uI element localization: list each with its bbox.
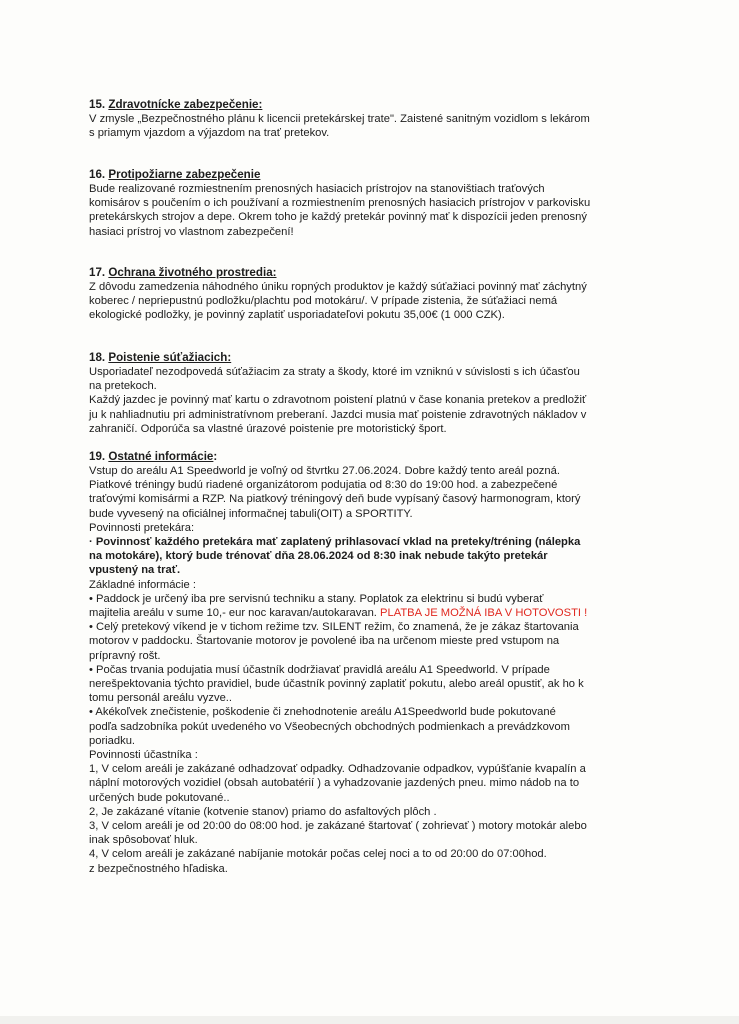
section-19-line: z bezpečnostného hľadiska. — [89, 862, 228, 875]
section-16-line: pretekárskych strojov a depe. Okrem toho je každý pretekár povinný mať k dispozícii jeden prenosný — [89, 211, 587, 224]
cash-only-notice: PLATBA JE MOŽNÁ IBA V HOTOVOSTI ! — [380, 607, 588, 620]
section-17-title: Ochrana životného prostredia: — [108, 266, 277, 279]
section-18 — [89, 351, 649, 436]
section-18-line: zahraničí. Odporúča sa vlastné úrazové poistenie pre motoristický šport. — [89, 422, 447, 435]
section-19-line: 1, V celom areáli je zakázané odhadzovať odpadky. Odhadzovanie odpadkov, vypúšťanie kvapalín a — [89, 763, 586, 776]
section-19-line: 4, V celom areáli je zakázané nabíjanie motokár počas celej noci a to od 20:00 do 07:00hod. — [89, 848, 547, 861]
section-19-bold-line: · Povinnosť každého pretekára mať zaplatený prihlasovací vklad na preteky/tréning (nálepka — [89, 536, 581, 549]
section-19-heading — [89, 450, 649, 464]
section-19-intro-line: Vstup do areálu A1 Speedworld je voľný od štvrtku 27.06.2024. Dobre každý tento areál pozná. — [89, 465, 560, 477]
section-18-number: 18. — [89, 351, 106, 364]
section-19-line: nerešpektovania týchto pravidiel, bude účastník povinný zaplatiť pokutu, alebo areál opustiť, ak ho k — [89, 678, 584, 691]
section-19-line: poriadku. — [89, 734, 136, 747]
section-19-number: 19. — [89, 450, 106, 463]
section-17-line: ekologické podložky, je povinný zaplatiť usporiadateľovi pokutu 35,00€ (1 000 CZK). — [89, 309, 505, 322]
section-19-intro-line: Povinnosti pretekára: — [89, 521, 195, 534]
section-18-line: na pretekoch. — [89, 380, 157, 393]
section-17-number: 17. — [89, 266, 106, 279]
section-19-line: motorov v paddocku. Štartovanie motorov je povolené iba na určenom mieste pred vstupom na — [89, 635, 560, 648]
section-15-number: 15. — [89, 98, 106, 111]
section-17-heading — [89, 266, 649, 280]
section-19 — [89, 450, 649, 876]
section-19-intro-line: Piatkové tréningy budú riadené organizátorom podujatia od 8:30 do 19:00 hod. a zabezpečené — [89, 479, 558, 492]
scan-bottom-edge — [0, 1016, 739, 1024]
section-19-line: • Akékoľvek znečistenie, poškodenie či znehodnotenie areálu A1Speedworld bude pokutované — [89, 706, 556, 719]
section-19-line: inak spôsobovať hluk. — [89, 834, 198, 847]
basic-info-label: Základné informácie : — [89, 578, 196, 591]
section-19-line: • Celý pretekový víkend je v tichom režime tzv. SILENT režim, čo znamená, že je zákaz štartovania — [89, 621, 579, 634]
section-19-line: 3, V celom areáli je od 20:00 do 08:00 hod. je zakázané štartovať ( zohrievať ) motory motokár alebo — [89, 820, 587, 833]
section-16-line: Bude realizované rozmiestnením prenosných hasiacich prístrojov na stanovištiach traťových — [89, 183, 545, 195]
section-19-bold-line: vpustený na trať. — [89, 564, 181, 577]
section-18-line: ju k nahliadnutiu pri administratívnom preberaní. Jazdci musia mať poistenie zdravotných nákladov v — [89, 408, 587, 421]
section-19-intro-line: bude vyvesený na oficiálnej informačnej tabuli(OIT) a SPORTITY. — [89, 507, 413, 520]
section-16 — [89, 168, 649, 239]
section-15-heading — [89, 98, 649, 112]
section-16-number: 16. — [89, 168, 106, 181]
section-19-line: určených bude pokutované.. — [89, 791, 230, 804]
section-18-title: Poistenie súťažiacich: — [108, 351, 232, 364]
section-19-colon: : — [213, 450, 218, 463]
section-15-line: s priamym vjazdom a výjazdom na trať pretekov. — [89, 127, 330, 140]
section-19-line: • Počas trvania podujatia musí účastník dodržiavať pravidlá areálu A1 Speedworld. V prípade — [89, 663, 550, 676]
participant-duties-label: Povinnosti účastníka : — [89, 749, 198, 762]
section-19-line: prípravný rošt. — [89, 649, 161, 662]
paddock-payment-text: majitelia areálu v sume 10,- eur noc karavan/autokaravan. — [89, 607, 381, 620]
section-18-heading — [89, 351, 649, 365]
section-16-heading — [89, 168, 649, 182]
section-15-line: V zmysle „Bezpečnostného plánu k licencii pretekárskej trate". Zaistené sanitným vozidlom s lekárom — [89, 113, 590, 125]
section-19-intro-line: traťovými komisármi a RZP. Na piatkový tréningový deň bude vypísaný časový harmonogram, ktorý — [89, 493, 581, 506]
section-17-line: koberec / nepriepustnú podložku/plachtu pod motokáru/. V prípade zistenia, že súťažiaci nemá — [89, 295, 558, 308]
section-19-line: 2, Je zakázané vítanie (kotvenie stanov) priamo do asfaltových plôch . — [89, 805, 437, 818]
section-16-line: komisárov s poučením o ich používaní a rozmiestnením prenosných hasiacich prístrojov v parkovisku — [89, 197, 591, 210]
section-16-title: Protipožiarne zabezpečenie — [108, 168, 261, 181]
section-16-line: hasiaci prístroj vo vlastnom zabezpečení! — [89, 225, 294, 238]
section-15 — [89, 98, 649, 140]
paddock-line: • Paddock je určený iba pre servisnú techniku a stany. Poplatok za elektrinu si budú vyberať — [89, 592, 544, 605]
section-18-line: Usporiadateľ nezodpovedá súťažiacim za straty a škody, ktoré im vzniknú v súvislosti s ich účasťou — [89, 366, 580, 378]
section-15-title: Zdravotnícke zabezpečenie: — [108, 98, 263, 111]
section-19-title: Ostatné informácie — [108, 450, 214, 463]
section-17 — [89, 266, 649, 323]
paddock-payment-line — [89, 606, 649, 620]
section-19-line: náplní motorových vozidiel (obsah autobatérií ) a vyhadzovanie jazdených pneu. mimo nádob na to — [89, 777, 580, 790]
section-18-line: Každý jazdec je povinný mať kartu o zdravotnom poistení platnú v čase konania pretekov a predložiť — [89, 394, 587, 407]
section-19-line: tomu personál areálu vyzve.. — [89, 692, 233, 705]
section-19-bold-line: na motokáre), ktorý bude trénovať dňa 28.06.2024 od 8:30 inak nebude takýto pretekár — [89, 550, 548, 563]
section-19-line: podľa sadzobníka pokút uvedeného vo Všeobecných obchodných podmienkach a prevádzkovom — [89, 720, 570, 733]
section-17-line: Z dôvodu zamedzenia náhodného úniku ropných produktov je každý súťažiaci povinný mať záchytný — [89, 281, 587, 293]
